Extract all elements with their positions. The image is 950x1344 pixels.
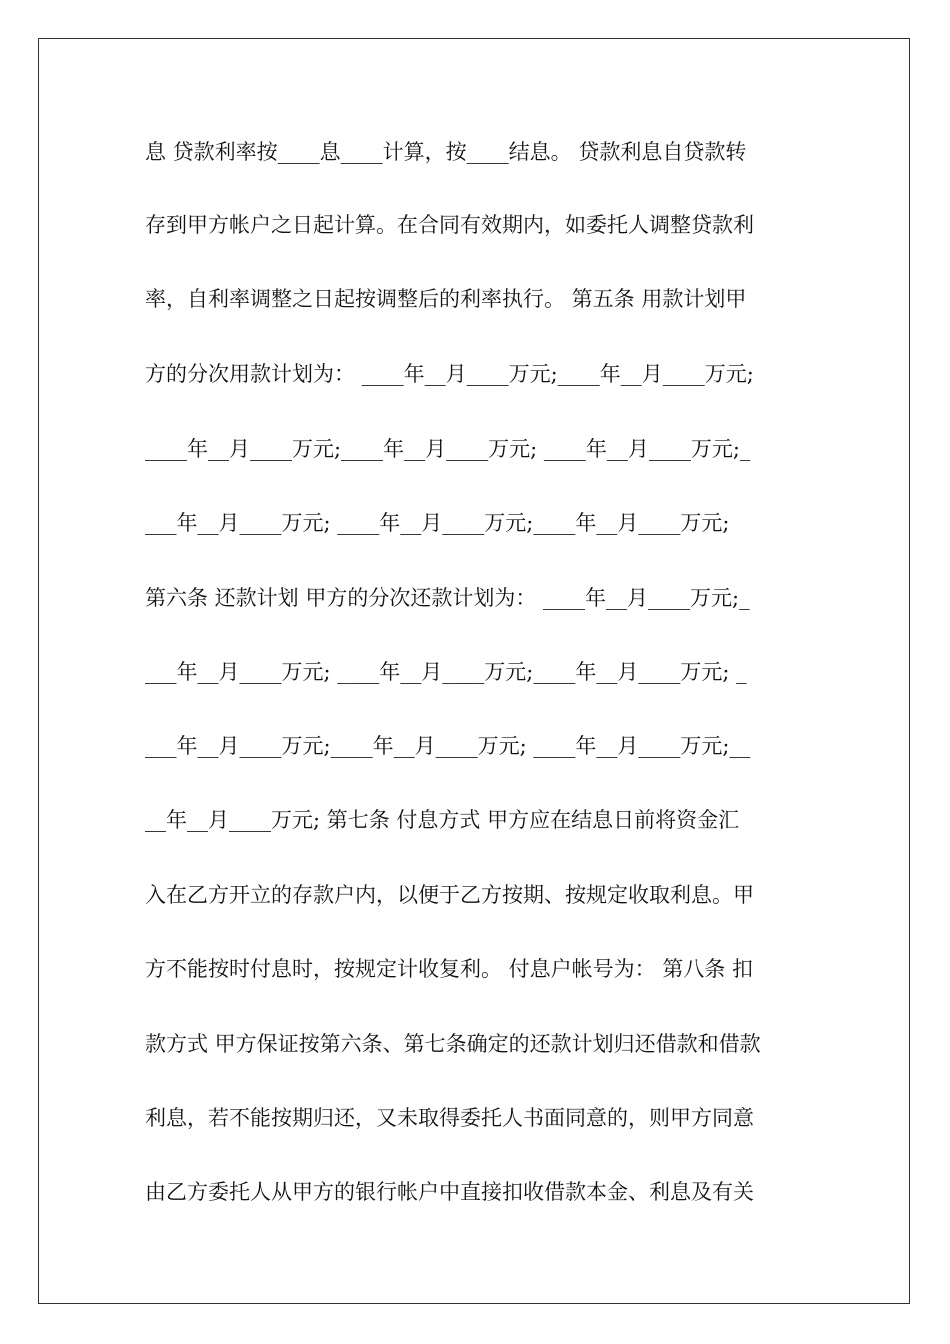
text-line-12: 方不能按时付息时，按规定计收复利。 付息户帐号为： 第八条 扣 — [145, 957, 754, 981]
text-line-14: 利息，若不能按期归还，又未取得委托人书面同意的，则甲方同意 — [145, 1106, 754, 1130]
text-line-15: 由乙方委托人从甲方的银行帐户中直接扣收借款本金、利息及有关 — [145, 1180, 754, 1204]
text-line-3: 率，自利率调整之日起按调整后的利率执行。 第五条 用款计划甲 — [145, 287, 747, 311]
text-line-1: 息 贷款利率按____息____计算，按____结息。 贷款利息自贷款转 — [145, 140, 747, 164]
text-line-13: 款方式 甲方保证按第六条、第七条确定的还款计划归还借款和借款 — [145, 1032, 761, 1056]
text-line-9: ___年__月____万元;____年__月____万元; ____年__月____万元;__ — [145, 734, 751, 758]
text-line-8: ___年__月____万元; ____年__月____万元;____年__月____万元; _ — [145, 660, 747, 684]
text-line-6: ___年__月____万元; ____年__月____万元;____年__月____万元; — [145, 511, 730, 535]
text-line-5: ____年__月____万元;____年__月____万元; ____年__月____万元;_ — [145, 437, 751, 461]
text-line-2: 存到甲方帐户之日起计算。在合同有效期内，如委托人调整贷款利 — [145, 213, 754, 237]
text-line-11: 入在乙方开立的存款户内，以便于乙方按期、按规定收取利息。甲 — [145, 883, 754, 907]
text-line-7: 第六条 还款计划 甲方的分次还款计划为： ____年__月____万元;_ — [145, 586, 750, 610]
text-line-10: __年__月____万元; 第七条 付息方式 甲方应在结息日前将资金汇 — [145, 808, 740, 832]
text-line-4: 方的分次用款计划为： ____年__月____万元;____年__月____万元; — [145, 362, 754, 386]
